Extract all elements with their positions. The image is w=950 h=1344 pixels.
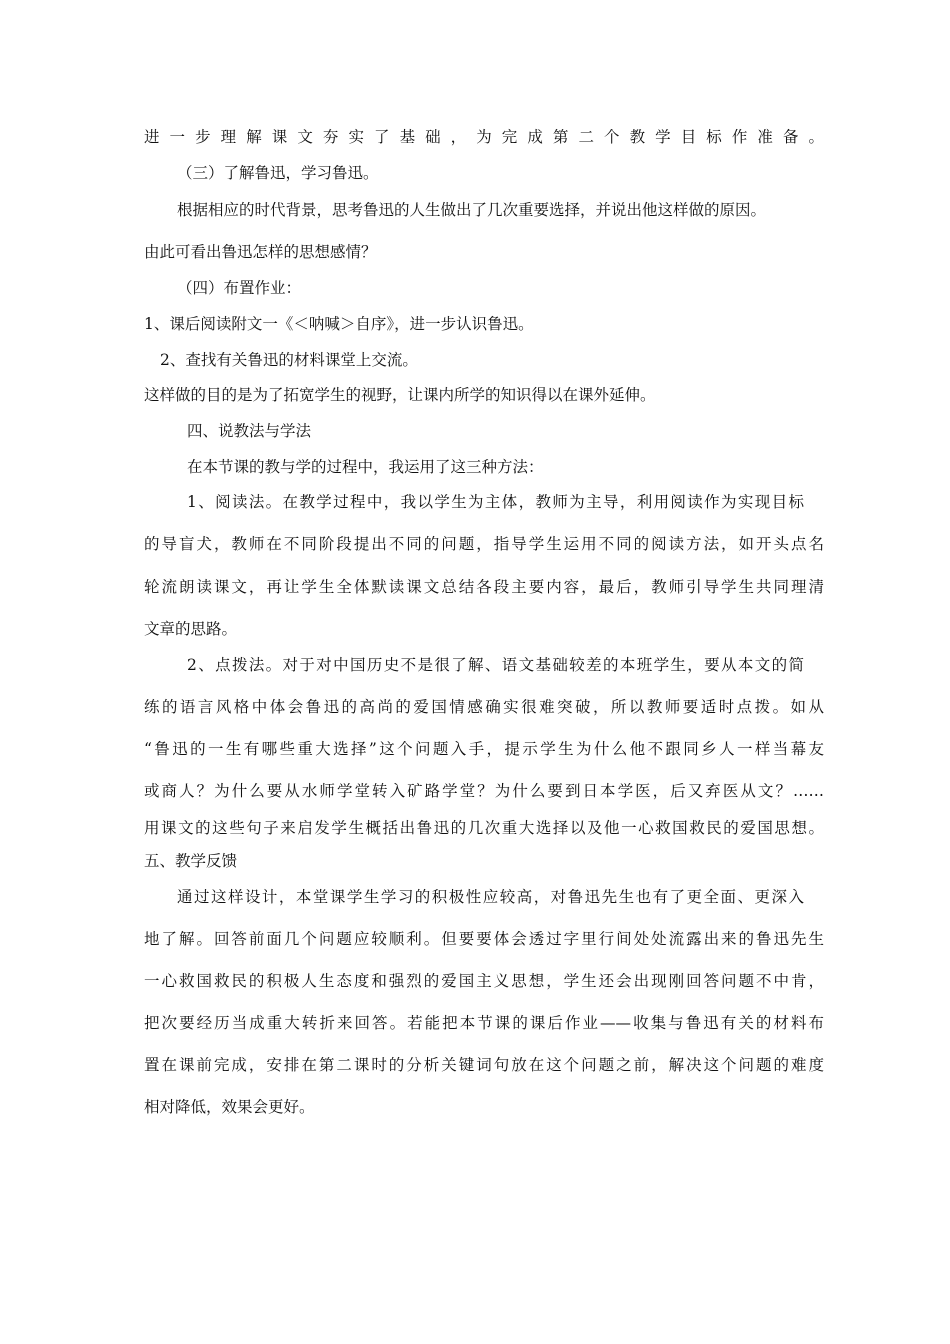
- paragraph-line: 根据相应的时代背景，思考鲁迅的人生做出了几次重要选择，并说出他这样做的原因。: [177, 201, 767, 219]
- section-heading: 四、说教法与学法: [187, 422, 312, 440]
- paragraph-line: 在本节课的教与学的过程中，我运用了这三种方法：: [187, 458, 544, 476]
- section-heading: 五、教学反馈: [144, 852, 238, 870]
- paragraph-line: 的导盲犬，教师在不同阶段提出不同的问题，指导学生运用不同的阅读方法，如开头点名: [144, 535, 824, 553]
- paragraph-line: 由此可看出鲁迅怎样的思想感情？: [144, 243, 377, 261]
- paragraph-line: 一心救国救民的积极人生态度和强烈的爱国主义思想，学生还会出现刚回答问题不中肯，: [144, 972, 824, 990]
- section-heading: （三）了解鲁迅，学习鲁迅。: [177, 164, 379, 182]
- paragraph-line: 置在课前完成，安排在第二课时的分析关键词句放在这个问题之前，解决这个问题的难度: [144, 1056, 824, 1074]
- paragraph-line: 地了解。回答前面几个问题应较顺利。但要要体会透过字里行间处处流露出来的鲁迅先生: [144, 930, 824, 948]
- paragraph-line: 通过这样设计，本堂课学生学习的积极性应较高，对鲁迅先生也有了更全面、更深入: [177, 888, 804, 906]
- paragraph-line: “鲁迅的一生有哪些重大选择”这个问题入手，提示学生为什么他不跟同乡人一样当幕友: [144, 740, 824, 758]
- paragraph-line: 这样做的目的是为了拓宽学生的视野，让课内所学的知识得以在课外延伸。: [144, 386, 656, 404]
- paragraph-line: 或商人？为什么要从水师学堂转入矿路学堂？为什么要到日本学医，后又弃医从文？……: [144, 782, 824, 800]
- paragraph-line: 2、点拨法。对于对中国历史不是很了解、语文基础较差的本班学生，要从本文的简: [187, 656, 804, 674]
- paragraph-line: 用课文的这些句子来启发学生概括出鲁迅的几次重大选择以及他一心救国救民的爱国思想。: [144, 819, 824, 837]
- paragraph-line: 1、阅读法。在教学过程中，我以学生为主体，教师为主导，利用阅读作为实现目标: [187, 493, 804, 511]
- paragraph-line: 练的语言风格中体会鲁迅的高尚的爱国情感确实很难突破，所以教师要适时点拨。如从: [144, 698, 824, 716]
- list-item: 2、查找有关鲁迅的材料课堂上交流。: [160, 351, 418, 369]
- paragraph-line: 轮流朗读课文，再让学生全体默读课文总结各段主要内容，最后，教师引导学生共同理清: [144, 578, 824, 596]
- paragraph-line: 进一步理解课文夯实了基础，为完成第二个教学目标作准备。: [144, 128, 824, 146]
- paragraph-line: 把次要经历当成重大转折来回答。若能把本节课的课后作业——收集与鲁迅有关的材料布: [144, 1014, 824, 1032]
- section-heading: （四）布置作业：: [177, 279, 302, 297]
- paragraph-line: 相对降低，效果会更好。: [144, 1098, 315, 1116]
- list-item: 1、课后阅读附文一《＜呐喊＞自序》，进一步认识鲁迅。: [144, 315, 534, 333]
- paragraph-line: 文章的思路。: [144, 620, 238, 638]
